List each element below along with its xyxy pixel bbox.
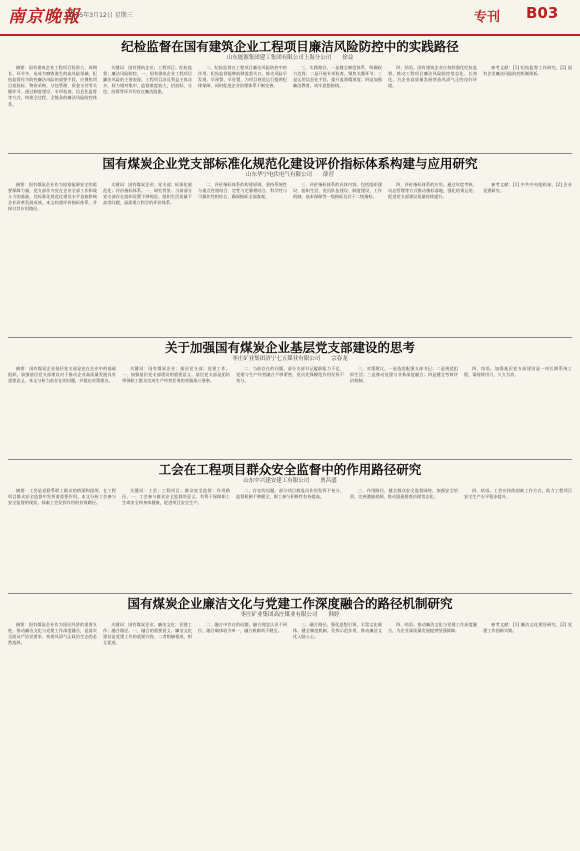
article-column [464,366,572,458]
article-column [103,65,192,152]
article-paragraph: 四、结语。推动廉洁文化与党建工作深度融合，为企业高质量发展提供坚强保障。 [388,622,477,634]
masthead [0,0,580,36]
article-paragraph: 摘要：工会是党联系职工群众的桥梁和纽带，在工程项目群众安全监督中发挥着重要作用。本文分析工会参与安全监督的现状，探索工会发挥作用的有效路径。 [8,488,116,506]
article-column [293,182,382,336]
article-paragraph: 参考文献：[1] 纪检监督工作研究。[2] 国有企业廉洁风险防控机制探析。 [483,65,572,77]
article-paragraph: 四、结语。加强基层党支部建设是一项长期系统工程，需持续用力、久久为功。 [464,366,572,378]
article-byline: 枣庄矿业集团高庄煤业有限公司 韩婷 [240,612,340,618]
article-column [198,182,287,336]
article-column [8,182,97,336]
article-paragraph: 三、作用路径。健全群众安全监督网络，加强安全培训，完善激励机制，推动隐患排查治理常态化。 [350,488,458,500]
article [8,39,572,152]
article-column [483,182,572,336]
article-column [483,65,572,152]
article-column [388,65,477,152]
article [8,340,572,458]
article-paragraph: 二、融合中存在的问题。融合理念认识不到位，融合载体较为单一，融合机制尚不健全。 [198,622,287,634]
article-column [388,622,477,846]
article-byline: 山东能源集团建工集团有限公司上海分公司 徐益 [226,55,354,61]
article-column [293,622,382,846]
article-paragraph: 关键词：国有建筑企业；工程项目；纪检监督；廉洁风险防控。一、国有建筑企业工程项目廉洁风险的主要表现。工程项目涉及利益主体众多，权力相对集中，监督难度较大，招投标、分包、结算等环节均存在廉洁隐患。 [103,65,192,95]
article-byline: 山东中兴建安建工有限公司 贾昌盛 [243,478,337,484]
article-columns [8,622,572,846]
article-paragraph: 参考文献：[1] 廉洁文化建设研究。[2] 党建工作创新实践。 [483,622,572,634]
section-name: 专刊 [474,10,501,25]
article [8,156,572,336]
article-paragraph: 摘要：国有煤炭企业作为国家能源安全的重要保障力量，党支部作为党在企业全部工作和战斗力的基础，其标准化规范化建设水平直接影响企业改革发展成效。本文构建评价指标体系，并探讨其应用路径。 [8,182,97,212]
newspaper-logo: 南京晚報 [8,7,80,27]
article-paragraph: 三、实践路径。一是健全制度体系，明确权力边界；二是开展专项检查，聚焦关键环节；三是运用信息化手段，提升监督精准度；四是加强廉洁教育，筑牢思想防线。 [293,65,382,89]
article-paragraph: 二、当前存在的问题。部分支部书记履职能力不足，党建与生产经营融合不够紧密，党员先锋模范作用发挥不充分。 [236,366,344,384]
article-column [464,488,572,592]
article-paragraph: 三、融合路径。强化思想引领，丰富文化载体，健全制度机制，发挥示范作用，推动廉洁文化入脑入心。 [293,622,382,640]
article-column [483,622,572,846]
article-paragraph: 三、评价指标体系的具体内容。包括组织建设、组织生活、党员队伍建设、制度建设、工作机制、基本保障等一级指标及若干二级指标。 [293,182,382,200]
article-column [350,488,458,592]
article-column [293,65,382,152]
article-byline: 山东华宁电伏电气有限公司 薛营 [245,172,334,178]
article-headline: 国有煤炭企业党支部标准化规范化建设评价指标体系构建与应用研究 [102,156,478,171]
article-divider [8,337,572,338]
article-column [350,366,458,458]
article-column [198,622,287,846]
article-columns [8,366,572,458]
article-column [8,622,97,846]
article-paragraph: 二、评价指标体系的构建原则。坚持系统性与重点性相结合、定性与定量相结合、科学性与可操作性相结合，确保指标全面客观。 [198,182,287,200]
article-paragraph: 关键词：工会；工程项目；群众安全监督；作用路径。一、工会参与群众安全监督的意义。有利于保障职工生命安全和身体健康，促进项目安全生产。 [122,488,230,506]
article-divider [8,153,572,154]
article-paragraph: 关键词：国有煤炭企业；党支部；标准化规范化；评价指标体系。一、研究背景。当前部分党支部存在组织设置不够规范、组织生活质量不高等问题，亟需建立科学的评价体系。 [103,182,192,206]
article [8,462,572,592]
article-divider [8,593,572,594]
article-paragraph: 二、存在的问题。部分项目群监员作用发挥不充分，监督机制不够健全，职工参与积极性有待提高。 [236,488,344,500]
article-columns [8,182,572,336]
article-paragraph: 参考文献：[1] 中共中央组织部。[2] 企业党建研究。 [483,182,572,194]
article-paragraph: 四、结语。工会应持续创新工作方式，助力工程项目安全生产水平稳步提升。 [464,488,572,500]
article-paragraph: 关键词：国有煤炭企业；廉洁文化；党建工作；融合路径。一、融合的重要意义。廉洁文化建设是党建工作的重要内容，二者相辅相成、相互促进。 [103,622,192,646]
article-headline: 关于加强国有煤炭企业基层党支部建设的思考 [164,340,415,355]
page-number: B03 [526,4,559,22]
article-paragraph: 摘要：国有煤炭企业作为国民经济的重要支柱，推动廉洁文化与党建工作深度融合，是落实全面从严治党要求、构建风清气正政治生态的必然选择。 [8,622,97,646]
article-byline: 枣庄矿业集团济宁七五煤业有限公司 宗春龙 [232,356,348,362]
article [8,596,572,846]
article-headline: 国有煤炭企业廉洁文化与党建工作深度融合的路径机制研究 [127,596,453,611]
article-column [122,366,230,458]
article-column [236,366,344,458]
article-paragraph: 三、对策建议。一是选优配强支部书记；二是规范组织生活；三是推动党建与业务深度融合；四是健全考核评价机制。 [350,366,458,384]
article-column [8,488,116,592]
article-headline: 纪检监督在国有建筑企业工程项目廉洁风险防控中的实践路径 [121,39,459,54]
article-headline: 工会在工程项目群众安全监督中的作用路径研究 [158,462,422,477]
article-column [8,65,97,152]
article-column [388,182,477,336]
article-column [198,65,287,152]
article-paragraph: 四、评价指标体系的应用。通过年度考核、动态管理等方式推动指标落地，强化结果运用，促进党支部建设质量持续提升。 [388,182,477,200]
article-column [103,182,192,336]
article-column [236,488,344,592]
article-column [103,622,192,846]
issue-date: 2025年3月12日 星期三 [68,12,133,19]
article-paragraph: 二、纪检监督在工程项目廉洁风险防控中的作用。纪检监督能够前移监督关口，推动风险早发现、早预警、早处置，为项目规范运行提供纪律保障，同时促进企业治理体系不断完善。 [198,65,287,89]
article-paragraph: 摘要：国有煤炭企业基层党支部是党在企业中的基础组织，加强基层党支部建设对于推动企业高质量发展具有重要意义。本文分析当前存在的问题，并提出对策建议。 [8,366,116,384]
article-column [8,366,116,458]
article-columns [8,65,572,152]
article-column [122,488,230,592]
article-paragraph: 关键词：国有煤炭企业；基层党支部；党建工作。一、加强基层党支部建设的重要意义。基层党支部是团结带领职工群众完成生产经营任务的坚强战斗堡垒。 [122,366,230,384]
article-paragraph: 四、结语。国有建筑企业应持续强化纪检监督，推动工程项目廉洁风险防控常态化、长效化，为企业高质量发展营造风清气正的良好环境。 [388,65,477,89]
article-paragraph: 摘要：国有建筑企业工程项目投资大、周期长、环节多，易成为腐败滋生的高风险领域。纪检监督作为防控廉洁风险的重要手段，应聚焦项目招投标、物资采购、分包管理、资金支付等关键环节，通过制度建设、专项检查、信息化监督等方式，构建全过程、全链条的廉洁风险防控体系。 [8,65,97,107]
article-divider [8,459,572,460]
article-columns [8,488,572,592]
